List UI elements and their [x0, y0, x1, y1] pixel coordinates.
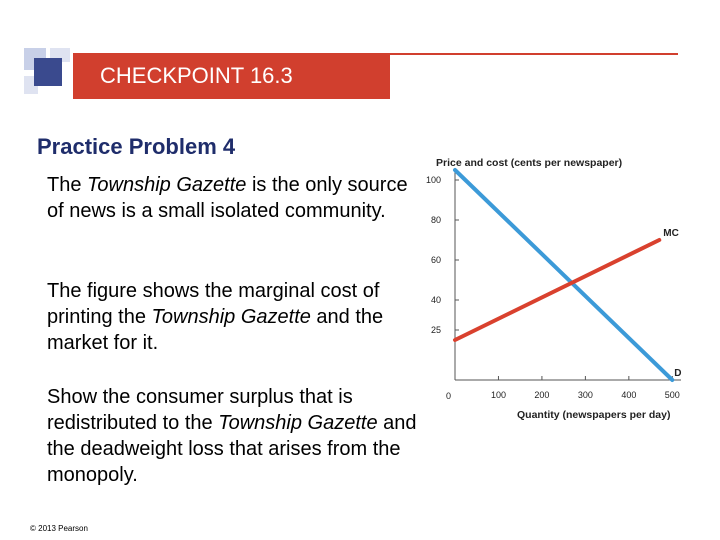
y-tick-label: 60	[430, 255, 441, 265]
logo-square-dark	[34, 58, 62, 86]
header-rule	[390, 53, 678, 55]
x-tick-label: 500	[664, 390, 680, 400]
y-axis-label: Price and cost (cents per newspaper)	[436, 157, 623, 169]
series-label-mc: MC	[663, 228, 679, 239]
series-label-d: D	[674, 368, 682, 379]
header-logo-squares	[24, 48, 72, 96]
y-tick-label: 40	[430, 295, 441, 305]
paragraph-text: and the market for it.	[47, 306, 384, 354]
paragraph-text: Show the consumer surplus that is redistributed to the	[47, 386, 353, 434]
y-tick-label: 25	[430, 325, 441, 335]
x-tick-label: 200	[534, 390, 550, 400]
paragraph-italic-text: Township Gazette	[87, 174, 247, 196]
paragraph-text: and the deadweight loss that arises from the monopoly.	[47, 412, 417, 486]
x-tick-label: 100	[490, 390, 506, 400]
x-tick-label: 400	[621, 390, 637, 400]
origin-label: 0	[446, 391, 452, 401]
supply-demand-chart	[420, 150, 695, 430]
copyright-notice: © 2013 Pearson	[30, 524, 88, 533]
paragraph-italic-text: Township Gazette	[151, 306, 311, 328]
paragraph-text: The figure shows the marginal cost of printing the	[47, 280, 380, 328]
slide-title: CHECKPOINT 16.3	[100, 63, 293, 88]
paragraph-italic-text: Township Gazette	[218, 412, 378, 434]
x-tick-label: 300	[577, 390, 593, 400]
paragraph-2	[47, 278, 417, 356]
paragraph-3	[47, 384, 417, 488]
y-tick-label: 100	[425, 175, 441, 185]
y-tick-label: 80	[430, 215, 441, 225]
series-line-mc	[455, 240, 659, 340]
series-line-d	[455, 170, 672, 380]
paragraph-1	[47, 172, 417, 224]
paragraph-text: is the only source of news is a small isolated community.	[47, 174, 408, 222]
x-axis-label: Quantity (newspapers per day)	[517, 409, 671, 421]
slide-subtitle: Practice Problem 4	[37, 134, 236, 159]
paragraph-text: The	[47, 174, 88, 196]
